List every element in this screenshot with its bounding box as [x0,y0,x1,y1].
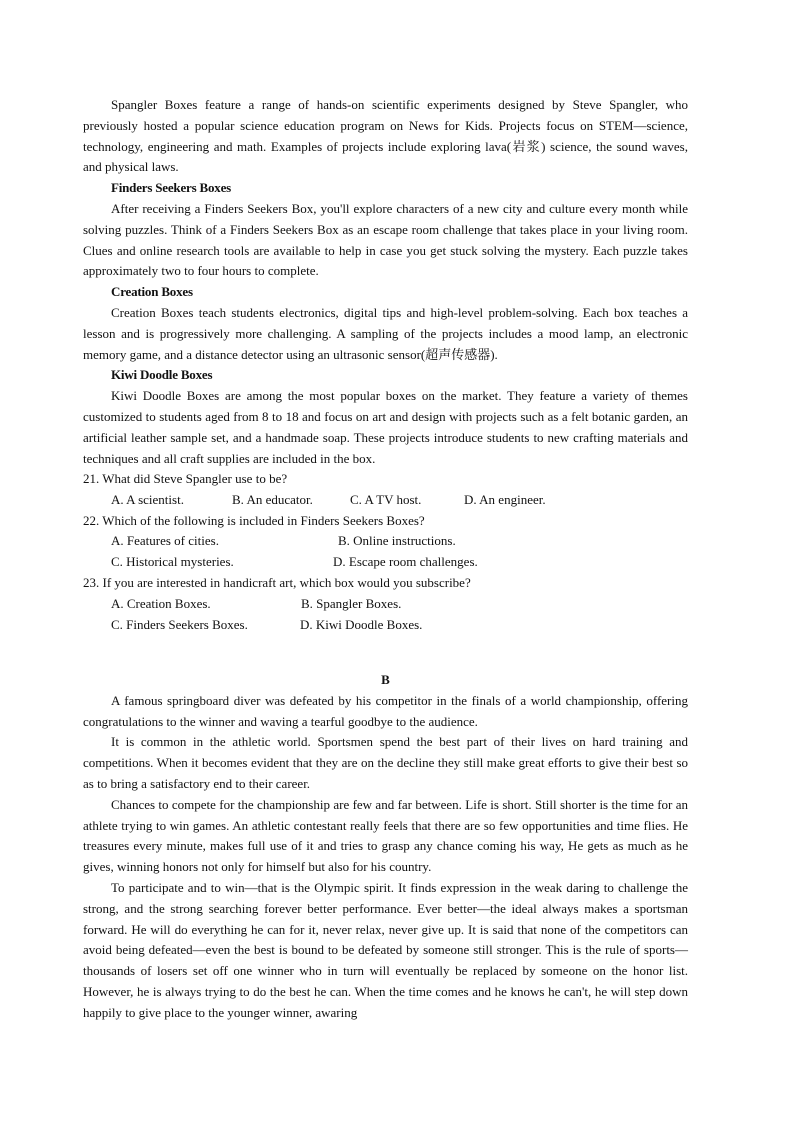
option-21d[interactable]: D. An engineer. [464,491,546,507]
option-23d[interactable]: D. Kiwi Doodle Boxes. [300,616,423,632]
option-23b[interactable]: B. Spangler Boxes. [301,595,402,611]
question-22-options-row2 [83,552,688,573]
passage-b-paragraph-1: A famous springboard diver was defeated by his competitor in the finals of a world championship, offering congratulations to the winner and waving a tearful goodbye to the audience. [83,692,688,729]
creation-paragraph: Creation Boxes teach students electronics, digital tips and high-level problem-solving. Each box teaches a lesson and is progressively more challenging. A sampling of the projects includes a mood lamp, an electronic memory game, and a distance detector using an ultrasonic sensor(超声传感器). [83,304,688,362]
option-23a[interactable]: A. Creation Boxes. [111,595,211,611]
passage-a [83,95,688,469]
question-22-options-row1 [83,531,688,552]
option-23c[interactable]: C. Finders Seekers Boxes. [111,616,248,632]
option-22b[interactable]: B. Online instructions. [338,533,456,549]
option-21b[interactable]: B. An educator. [232,491,313,507]
creation-heading: Creation Boxes [111,284,193,300]
kiwi-heading: Kiwi Doodle Boxes [111,367,213,383]
option-21c[interactable]: C. A TV host. [350,491,422,507]
question-21: 21. What did Steve Spangler use to be? [83,471,288,486]
option-22a[interactable]: A. Features of cities. [111,533,219,549]
passage-b-paragraph-4: To participate and to win—that is the Olympic spirit. It finds expression in the weak daring to challenge the strong, and the strong searching forever better performance. Ever better—the ideal always makes a sportsman forward. He will do everything he can for it, never relax, never give up. It is said that none of the competitors can avoid being defeated—even the best is bound to be defeated by someone still stronger. This is the rule of sports—thousands of losers set off one winner who in turn will eventually be replaced by someone on the honor list. However, he is always trying to do the best he can. When the time comes and he knows he can't, he will step down happily to give place to the younger winner, awaring [83,879,688,1020]
spangler-paragraph: Spangler Boxes feature a range of hands-on scientific experiments designed by Steve Spangler, who previously hosted a popular science education program on News for Kids. Projects focus on STEM—science, technology, engineering and math. Examples of projects include exploring lava(岩浆) science, the sound waves, and physical laws. [83,97,688,175]
question-23: 23. If you are interested in handicraft art, which box would you subscribe? [83,574,471,590]
kiwi-paragraph: Kiwi Doodle Boxes are among the most popular boxes on the market. They feature a variety of themes customized to students aged from 8 to 18 and focus on art and design with projects such as a felt botanic garden, an artificial leather sample set, and a handmade soap. These projects introduce students to new crafting materials and techniques and all craft supplies are included in the box. [83,388,688,466]
questions [83,469,688,635]
question-23-options-row2 [83,615,688,636]
question-23-options-row1 [83,594,688,615]
section-b-heading: B [381,672,390,687]
question-22: 22. Which of the following is included in Finders Seekers Boxes? [83,512,425,528]
finders-paragraph: After receiving a Finders Seekers Box, you'll explore characters of a new city and culture every month while solving puzzles. Think of a Finders Seekers Box as an escape room challenge that takes place in your living room. Clues and online research tools are available to help in case you get stuck solving the mystery. Each puzzle takes approximately two to four hours to complete. [83,200,688,279]
passage-b-paragraph-3: Chances to compete for the championship are few and far between. Life is short. Still shorter is the time for an athlete trying to win games. An athletic contestant really feels that there are so few opportunities and time flies. He treasures every minute, makes full use of it and tries to grasp any chance coming his way, He gets as much as he gives, winning honors not only for himself but also for his country. [83,796,688,875]
option-22d[interactable]: D. Escape room challenges. [333,554,478,570]
question-21-options [83,490,688,511]
finders-heading: Finders Seekers Boxes [111,180,232,196]
passage-b [83,656,688,1024]
passage-b-paragraph-2: It is common in the athletic world. Sportsmen spend the best part of their lives on hard training and competitions. When it becomes evident that they are on the decline they still make great efforts to give their best so as to bring a satisfactory end to their career. [83,734,688,791]
option-21a[interactable]: A. A scientist. [111,491,184,507]
option-22c[interactable]: C. Historical mysteries. [111,554,234,570]
